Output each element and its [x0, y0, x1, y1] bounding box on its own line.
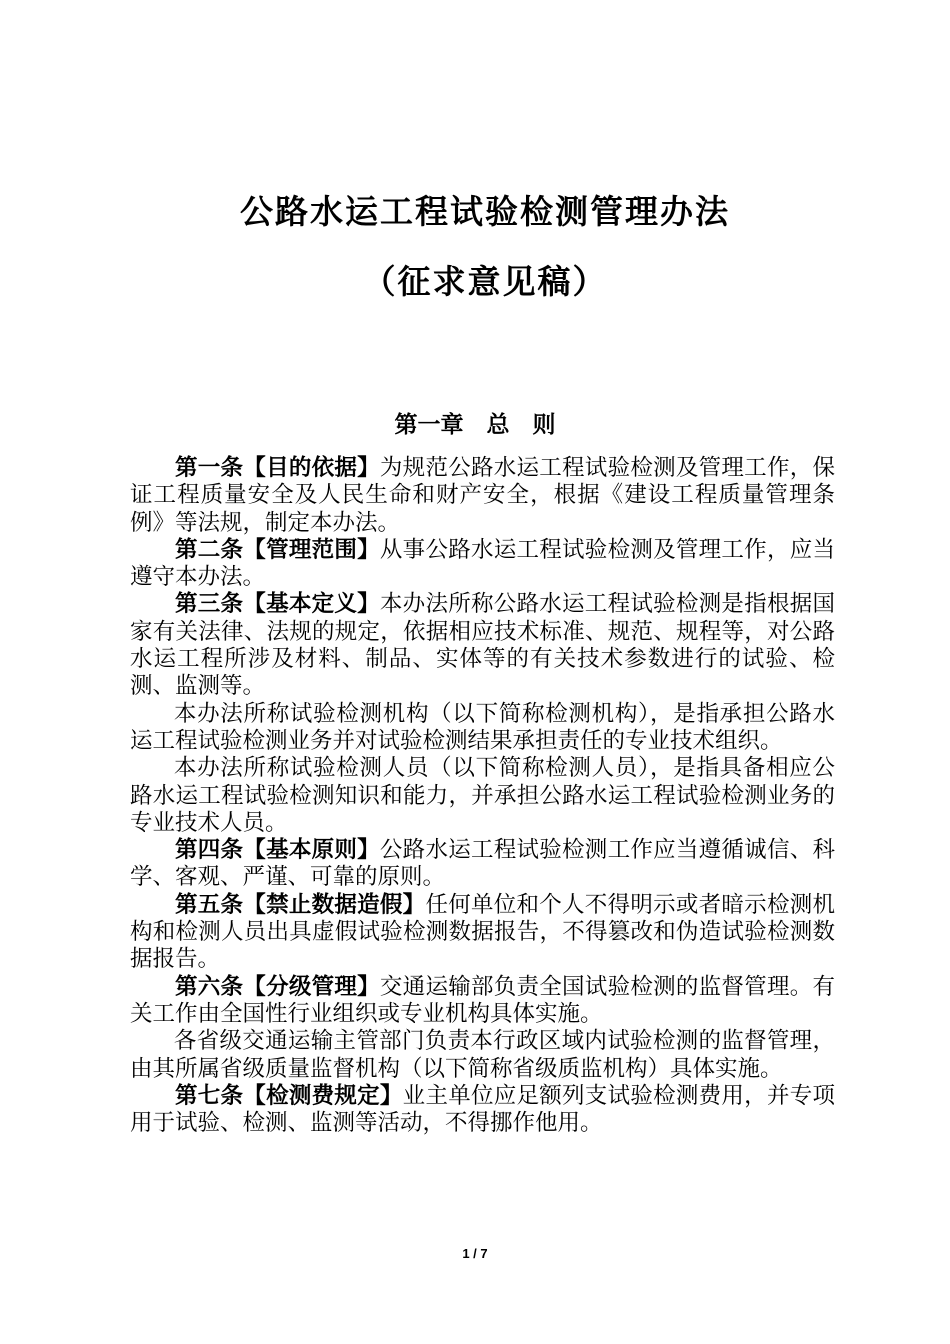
article-text: 从事公路水运工程试验检测及管理工作，应当遵守本办法。 [130, 536, 835, 591]
article-text: 本办法所称试验检测人员（以下简称检测人员），是指具备相应公路水运工程试验检测知识和能力，并承担公路水运工程试验检测业务的专业技术人员。 [130, 755, 835, 836]
article-heading: 第七条【检测费规定】 [175, 1082, 403, 1109]
article-6-paragraph-2 [130, 1028, 835, 1083]
article-heading: 第五条【禁止数据造假】 [175, 891, 426, 918]
page-number: 1 / 7 [462, 1246, 488, 1261]
article-text: 为规范公路水运工程试验检测及管理工作，保证工程质量安全及人民生命和财产安全，根据《建设工程质量管理条例》等法规，制定本办法。 [130, 455, 835, 536]
article-4 [130, 837, 835, 892]
document-body [130, 455, 835, 1137]
article-3 [130, 591, 835, 700]
article-text: 交通运输部负责全国试验检测的监督管理。有关工作由全国性行业组织或专业机构具体实施。 [130, 973, 835, 1027]
article-heading: 第六条【分级管理】 [175, 973, 380, 1000]
article-2 [130, 537, 835, 592]
article-3-paragraph-2 [130, 701, 835, 756]
article-heading: 第一条【目的依据】 [175, 455, 380, 481]
article-heading: 第四条【基本原则】 [175, 837, 380, 864]
article-text: 本办法所称试验检测机构（以下简称检测机构），是指承担公路水运工程试验检测业务并对试验检测结果承担责任的专业技术组织。 [130, 700, 835, 754]
article-6 [130, 974, 835, 1029]
article-5 [130, 892, 835, 974]
article-text: 本办法所称公路水运工程试验检测是指根据国家有关法律、法规的规定，依据相应技术标准、规范、规程等，对公路水运工程所涉及材料、制品、实体等的有关技术参数进行的试验、检测、监测等。 [130, 591, 835, 700]
article-3-paragraph-3 [130, 755, 835, 837]
document-title: 公路水运工程试验检测管理办法 [240, 192, 730, 231]
document-subtitle: （征求意见稿） [362, 262, 608, 301]
article-heading: 第三条【基本定义】 [175, 591, 380, 618]
article-text: 任何单位和个人不得明示或者暗示检测机构和检测人员出具虚假试验检测数据报告，不得篡改和伪造试验检测数据报告。 [130, 891, 835, 973]
chapter-heading: 第一章 总 则 [394, 412, 556, 438]
article-text: 公路水运工程试验检测工作应当遵循诚信、科学、客观、严谨、可靠的原则。 [130, 837, 835, 891]
article-7 [130, 1083, 835, 1138]
article-text: 业主单位应足额列支试验检测费用，并专项用于试验、检测、监测等活动，不得挪作他用。 [130, 1082, 835, 1137]
article-text: 各省级交通运输主管部门负责本行政区域内试验检测的监督管理，由其所属省级质量监督机构（以下简称省级质监机构）具体实施。 [130, 1028, 835, 1082]
article-1 [130, 455, 835, 537]
article-heading: 第二条【管理范围】 [175, 536, 380, 563]
